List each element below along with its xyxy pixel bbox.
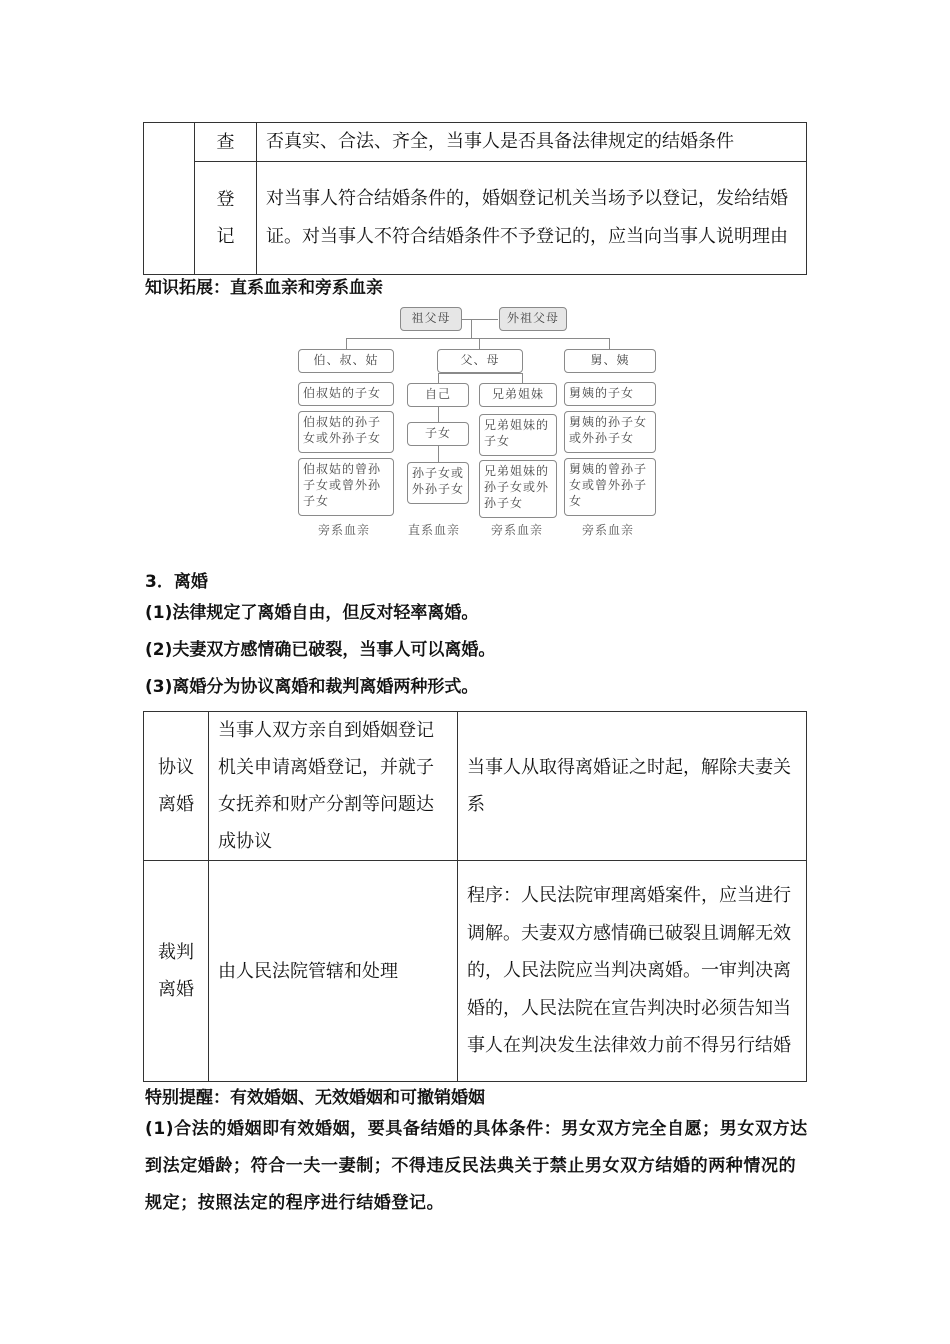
row-right: 当事人从取得离婚证之时起，解除夫妻关系 <box>458 712 807 861</box>
maternal-uncles-aunts-box: 舅、姨 <box>564 349 656 373</box>
row-key <box>144 712 209 861</box>
row-key-line: 离婚 <box>158 979 194 1000</box>
row-key-line: 记 <box>216 226 235 247</box>
self-box: 自己 <box>407 383 469 407</box>
grandchildren-box: 孙子女或外孙子女 <box>407 462 469 504</box>
row-value: 对当事人符合结婚条件的，婚姻登记机关当场予以登记，发给结婚证。对当事人不符合结婚条件不予登记的，应当向当事人说明理由 <box>257 162 807 275</box>
empty-cell <box>144 123 195 275</box>
row-key-line: 离婚 <box>158 794 194 815</box>
row-key: 查 <box>195 123 257 162</box>
siblings-grandchildren-box: 兄弟姐妹的孙子女或外孙子女 <box>479 460 557 518</box>
paragraph: (1)法律规定了离婚自由，但反对轻率离婚。 <box>145 603 479 623</box>
table-row <box>144 712 807 861</box>
kinship-diagram <box>296 303 660 543</box>
row-key-line: 协议 <box>158 757 194 778</box>
connector-line <box>609 338 610 349</box>
paragraph: (3)离婚分为协议离婚和裁判离婚两种形式。 <box>145 677 479 697</box>
children-box: 子女 <box>407 422 469 446</box>
table-row <box>144 123 807 162</box>
connector-line <box>346 338 609 339</box>
connector-line <box>438 373 522 374</box>
uncles-aunts-children-box: 伯叔姑的子女 <box>298 382 394 406</box>
paragraph: (1)合法的婚姻即有效婚姻，要具备结婚的具体条件：男女双方完全自愿；男女双方达到法定婚龄；符合一夫一妻制；不得违反民法典关于禁止男女双方结婚的两种情况的规定；按照法定的程序进行结婚登记。 <box>145 1119 808 1213</box>
maternal-uncles-aunts-grandchildren-box: 舅姨的孙子女或外孙子女 <box>564 411 656 453</box>
collateral-label: 旁系血亲 <box>491 523 544 537</box>
uncles-aunts-grandchildren-box: 伯叔姑的孙子女或外孙子女 <box>298 411 394 453</box>
row-key-line: 裁判 <box>158 942 194 963</box>
paragraph: (2)夫妻双方感情确已破裂，当事人可以离婚。 <box>145 640 496 660</box>
row-middle: 由人民法院管辖和处理 <box>209 861 458 1082</box>
maternal-uncles-aunts-children-box: 舅姨的子女 <box>564 382 656 406</box>
marriage-registration-table <box>143 122 807 275</box>
uncles-aunts-box: 伯、叔、姑 <box>298 349 394 373</box>
row-key-line: 登 <box>216 189 235 210</box>
section-title: 3．离婚 <box>145 572 208 592</box>
row-middle: 当事人双方亲自到婚姻登记机关申请离婚登记，并就子女抚养和财产分割等问题达成协议 <box>209 712 458 861</box>
row-value: 否真实、合法、齐全，当事人是否具备法律规定的结婚条件 <box>257 123 807 162</box>
maternal-uncles-aunts-great-grandchildren-box: 舅姨的曾孙子女或曾外孙子女 <box>564 458 656 516</box>
collateral-label: 旁系血亲 <box>318 523 371 537</box>
lineal-label: 直系血亲 <box>408 523 461 537</box>
connector-line <box>438 445 439 462</box>
row-right: 程序：人民法院审理离婚案件，应当进行调解。夫妻双方感情确已破裂且调解无效的，人民法院应当判决离婚。一审判决离婚的，人民法院在宣告判决时必须告知当事人在判决发生法律效力前不得另行结婚 <box>458 861 807 1082</box>
connector-line <box>346 338 347 349</box>
parents-box: 父、母 <box>437 349 523 373</box>
siblings-box: 兄弟姐妹 <box>479 383 557 407</box>
row-key <box>195 162 257 275</box>
maternal-grandparents-box: 外祖父母 <box>499 307 567 331</box>
siblings-children-box: 兄弟姐妹的子女 <box>479 414 557 456</box>
table-row <box>144 162 807 275</box>
divorce-forms-table <box>143 711 807 1082</box>
table-row <box>144 861 807 1082</box>
row-key <box>144 861 209 1082</box>
connector-line <box>479 338 480 349</box>
uncles-aunts-great-grandchildren-box: 伯叔姑的曾孙子女或曾外孙子女 <box>298 458 394 516</box>
grandparents-box: 祖父母 <box>400 307 462 331</box>
knowledge-title: 知识拓展：直系血亲和旁系血亲 <box>145 278 383 298</box>
connector-line <box>471 319 472 339</box>
reminder-title: 特别提醒：有效婚姻、无效婚姻和可撤销婚姻 <box>145 1088 485 1108</box>
collateral-label: 旁系血亲 <box>582 523 635 537</box>
